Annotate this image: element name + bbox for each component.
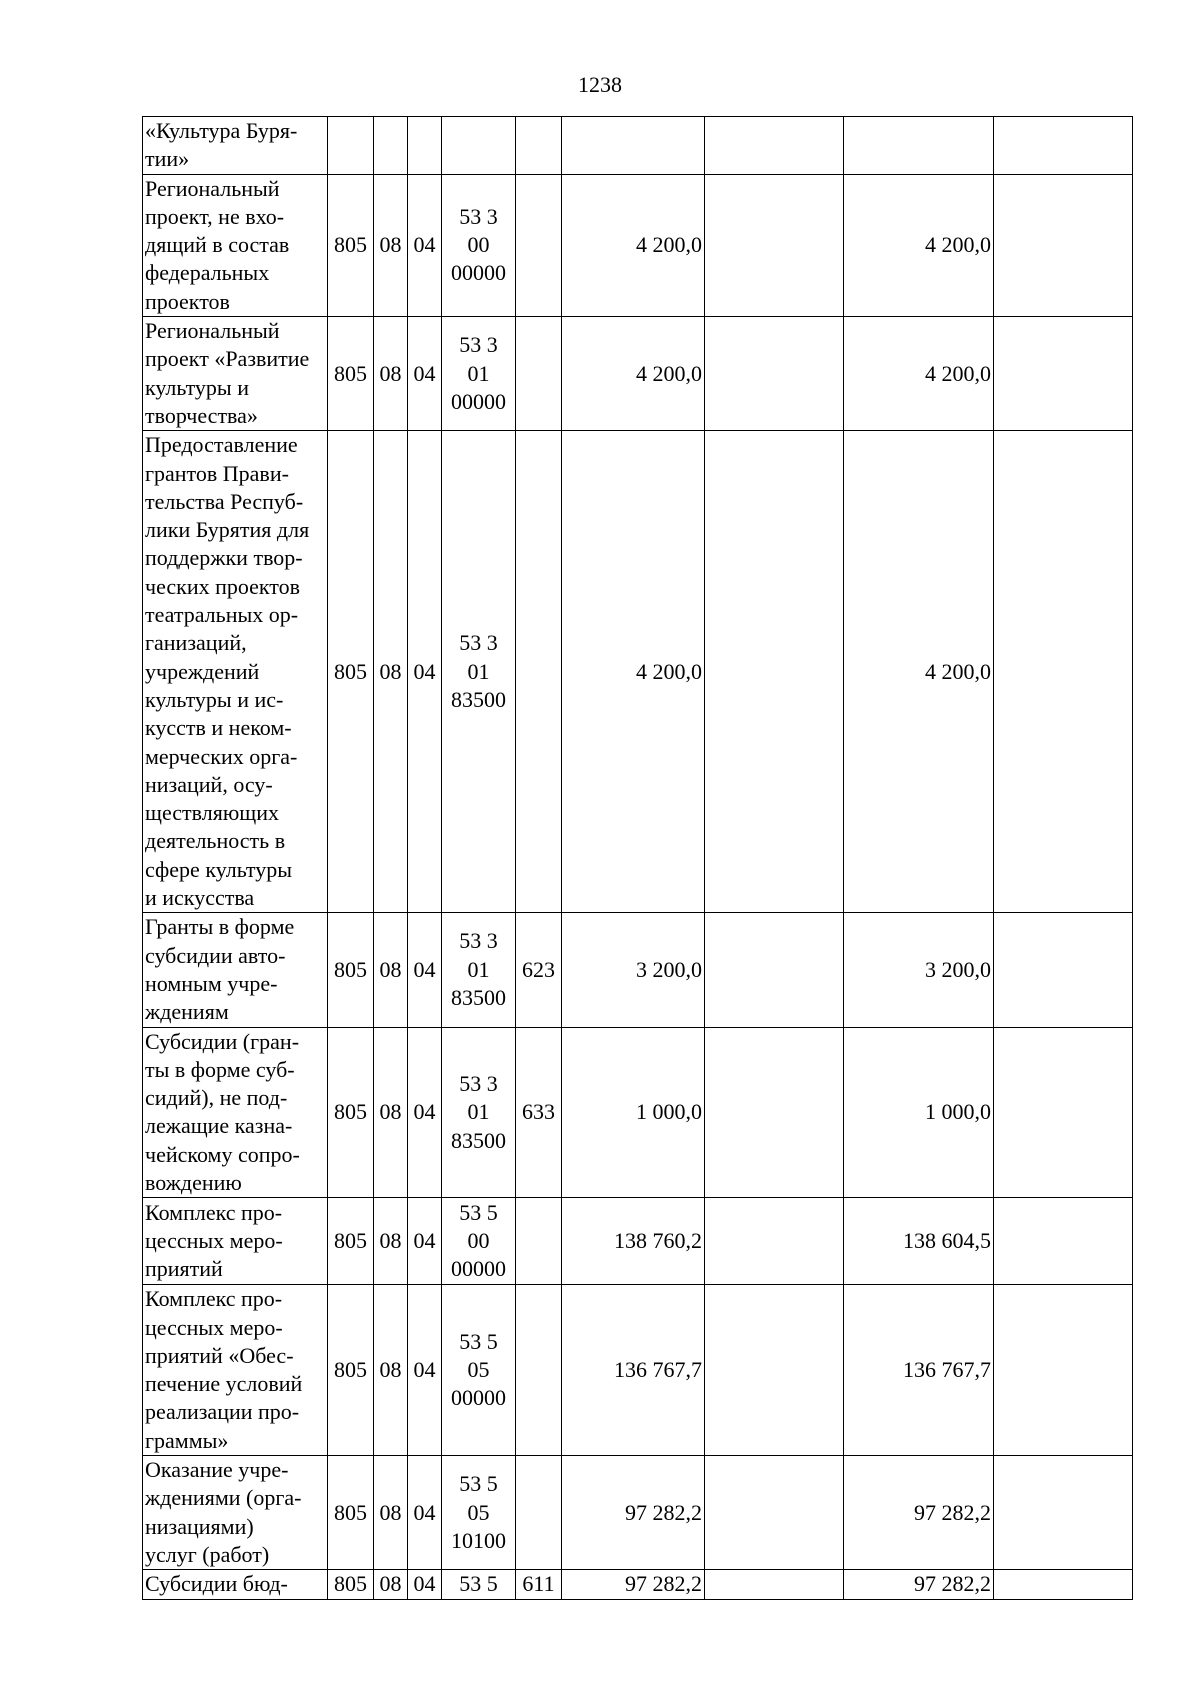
row-name-line: и искусства (145, 885, 255, 911)
row-name-line: приятий «Обес- (145, 1342, 294, 1368)
target-article-code: 53 3 01 83500 (442, 913, 516, 1027)
row-name (143, 117, 328, 175)
target-article-code: 53 3 01 83500 (442, 1027, 516, 1198)
section-code: 08 (374, 913, 408, 1027)
row-name-line: сфере культуры (145, 856, 293, 882)
table-row (143, 317, 1133, 431)
amount-cell: 138 604,5 (844, 1198, 994, 1285)
amount-cell: 4 200,0 (562, 174, 705, 316)
amount-cell (705, 1027, 844, 1198)
row-name-line: ждениями (орга- (145, 1485, 302, 1511)
table-row (143, 174, 1133, 316)
row-name-line: цессных меро- (145, 1228, 283, 1254)
amount-cell: 4 200,0 (562, 431, 705, 913)
row-name-line: цессных меро- (145, 1314, 283, 1340)
amount-cell: 138 760,2 (562, 1198, 705, 1285)
budget-table (142, 116, 1133, 1600)
amount-cell (994, 913, 1133, 1027)
row-name-line: ты в форме суб- (145, 1056, 295, 1082)
expense-type-code (516, 1456, 562, 1570)
row-name-line: тельства Респуб- (145, 488, 304, 514)
table-row (143, 117, 1133, 175)
amount-cell: 3 200,0 (562, 913, 705, 1027)
ministry-code: 805 (328, 1027, 374, 1198)
row-name-line: «Культура Буря- (145, 118, 298, 143)
row-name-line: федеральных (145, 260, 270, 286)
row-name (143, 1198, 328, 1285)
amount-cell: 4 200,0 (844, 431, 994, 913)
section-code: 08 (374, 317, 408, 431)
row-name-line: учреждений (145, 658, 260, 684)
row-name-line: ществляющих (145, 800, 279, 826)
amount-cell (705, 1570, 844, 1599)
row-name (143, 1570, 328, 1599)
amount-cell (705, 1285, 844, 1456)
row-name-line: Региональный (145, 175, 280, 201)
target-article-code: 53 5 05 10100 (442, 1456, 516, 1570)
row-name-line: театральных ор- (145, 602, 299, 628)
row-name-line: лежащие казна- (145, 1113, 293, 1139)
row-name-line: реализации про- (145, 1399, 300, 1425)
subsection-code: 04 (408, 1285, 442, 1456)
row-name (143, 317, 328, 431)
row-name-line: культуры и (145, 374, 249, 400)
table-body (143, 117, 1133, 1600)
row-name-line: Гранты в форме (145, 914, 295, 940)
row-name-line: Региональный (145, 318, 280, 344)
expense-type-code: 633 (516, 1027, 562, 1198)
row-name-line: проектов (145, 288, 230, 314)
ministry-code: 805 (328, 1570, 374, 1599)
row-name-line: граммы» (145, 1427, 229, 1453)
table-row (143, 913, 1133, 1027)
amount-cell (994, 1285, 1133, 1456)
row-name (143, 1456, 328, 1570)
row-name-line: Субсидии бюд- (145, 1571, 288, 1597)
expense-type-code (516, 117, 562, 175)
expense-type-code (516, 1198, 562, 1285)
amount-cell: 4 200,0 (844, 317, 994, 431)
amount-cell (994, 1570, 1133, 1599)
section-code: 08 (374, 431, 408, 913)
amount-cell: 4 200,0 (562, 317, 705, 431)
section-code (374, 117, 408, 175)
section-code: 08 (374, 174, 408, 316)
amount-cell (994, 1456, 1133, 1570)
amount-cell: 3 200,0 (844, 913, 994, 1027)
row-name-line: Комплекс про- (145, 1286, 283, 1312)
target-article-code: 53 5 05 00000 (442, 1285, 516, 1456)
row-name-line: тии» (145, 146, 190, 172)
amount-cell (844, 117, 994, 175)
ministry-code: 805 (328, 317, 374, 431)
subsection-code: 04 (408, 317, 442, 431)
subsection-code: 04 (408, 1027, 442, 1198)
target-article-code: 53 3 00 00000 (442, 174, 516, 316)
row-name-line: деятельность в (145, 828, 286, 854)
row-name-line: приятий (145, 1256, 223, 1282)
row-name-line: Оказание учре- (145, 1457, 289, 1483)
table-row (143, 431, 1133, 913)
amount-cell: 1 000,0 (562, 1027, 705, 1198)
amount-cell (994, 117, 1133, 175)
section-code: 08 (374, 1570, 408, 1599)
subsection-code: 04 (408, 1456, 442, 1570)
row-name-line: Предоставление (145, 432, 298, 458)
amount-cell: 136 767,7 (844, 1285, 994, 1456)
amount-cell: 97 282,2 (562, 1570, 705, 1599)
amount-cell: 1 000,0 (844, 1027, 994, 1198)
subsection-code: 04 (408, 913, 442, 1027)
amount-cell (994, 317, 1133, 431)
amount-cell: 97 282,2 (562, 1456, 705, 1570)
amount-cell (994, 174, 1133, 316)
row-name (143, 1027, 328, 1198)
row-name-line: ждениям (145, 999, 229, 1025)
amount-cell (994, 1027, 1133, 1198)
row-name-line: низациями) (145, 1513, 254, 1539)
row-name (143, 174, 328, 316)
table-row (143, 1456, 1133, 1570)
target-article-code (442, 117, 516, 175)
ministry-code (328, 117, 374, 175)
amount-cell: 97 282,2 (844, 1456, 994, 1570)
row-name-line: лики Бурятия для (145, 517, 310, 543)
row-name (143, 1285, 328, 1456)
row-name-line: Субсидии (гран- (145, 1028, 300, 1054)
expense-type-code (516, 174, 562, 316)
target-article-code: 53 5 00 00000 (442, 1198, 516, 1285)
amount-cell (994, 1198, 1133, 1285)
row-name-line: субсидии авто- (145, 942, 286, 968)
row-name-line: культуры и ис- (145, 686, 284, 712)
table-row (143, 1198, 1133, 1285)
page-number: 1238 (578, 72, 622, 97)
row-name-line: грантов Прави- (145, 460, 289, 486)
subsection-code: 04 (408, 174, 442, 316)
subsection-code: 04 (408, 1570, 442, 1599)
row-name-line: дящий в состав (145, 232, 290, 258)
row-name-line: услуг (работ) (145, 1541, 270, 1567)
row-name-line: низаций, осу- (145, 771, 273, 797)
target-article-code: 53 3 01 00000 (442, 317, 516, 431)
row-name-line: проект, не вхо- (145, 203, 285, 229)
ministry-code: 805 (328, 174, 374, 316)
amount-cell (705, 1456, 844, 1570)
amount-cell: 97 282,2 (844, 1570, 994, 1599)
amount-cell (705, 174, 844, 316)
ministry-code: 805 (328, 1285, 374, 1456)
row-name-line: вождению (145, 1169, 242, 1195)
row-name-line: ганизаций, (145, 630, 247, 656)
table-row (143, 1027, 1133, 1198)
expense-type-code: 611 (516, 1570, 562, 1599)
table-row (143, 1570, 1133, 1599)
row-name-line: Комплекс про- (145, 1199, 283, 1225)
amount-cell (705, 317, 844, 431)
section-code: 08 (374, 1027, 408, 1198)
section-code: 08 (374, 1456, 408, 1570)
amount-cell (705, 913, 844, 1027)
table-row (143, 1285, 1133, 1456)
row-name (143, 913, 328, 1027)
row-name-line: сидий), не под- (145, 1085, 288, 1111)
row-name (143, 431, 328, 913)
target-article-code: 53 3 01 83500 (442, 431, 516, 913)
subsection-code: 04 (408, 431, 442, 913)
row-name-line: творчества» (145, 402, 258, 428)
ministry-code: 805 (328, 1198, 374, 1285)
target-article-code: 53 5 (442, 1570, 516, 1599)
row-name-line: поддержки твор- (145, 545, 303, 571)
row-name-line: проект «Развитие (145, 346, 310, 372)
ministry-code: 805 (328, 913, 374, 1027)
expense-type-code (516, 1285, 562, 1456)
expense-type-code: 623 (516, 913, 562, 1027)
row-name-line: чейскому сопро- (145, 1141, 300, 1167)
amount-cell: 136 767,7 (562, 1285, 705, 1456)
row-name-line: номным учре- (145, 970, 278, 996)
row-name-line: мерческих орга- (145, 743, 298, 769)
amount-cell (705, 117, 844, 175)
section-code: 08 (374, 1198, 408, 1285)
expense-type-code (516, 317, 562, 431)
amount-cell (705, 1198, 844, 1285)
amount-cell (994, 431, 1133, 913)
amount-cell: 4 200,0 (844, 174, 994, 316)
section-code: 08 (374, 1285, 408, 1456)
row-name-line: ческих проектов (145, 573, 301, 599)
amount-cell (562, 117, 705, 175)
ministry-code: 805 (328, 1456, 374, 1570)
row-name-line: кусств и неком- (145, 715, 292, 741)
amount-cell (705, 431, 844, 913)
subsection-code (408, 117, 442, 175)
ministry-code: 805 (328, 431, 374, 913)
subsection-code: 04 (408, 1198, 442, 1285)
expense-type-code (516, 431, 562, 913)
row-name-line: печение условий (145, 1371, 303, 1397)
